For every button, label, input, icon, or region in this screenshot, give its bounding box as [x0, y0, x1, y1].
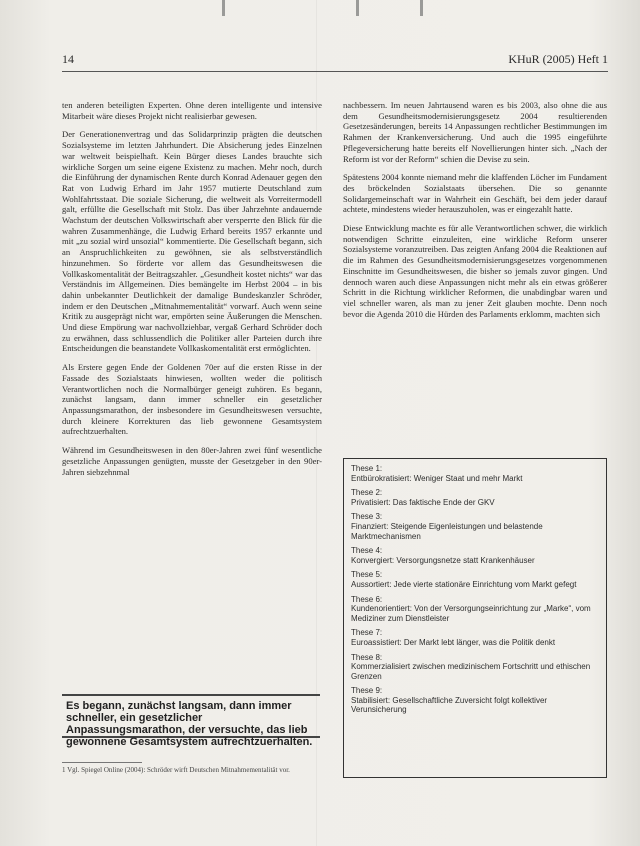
left-column [62, 100, 322, 485]
thesis-text: Konvergiert: Versorgungsnetze statt Krankenhäuser [351, 555, 535, 565]
thesis-text: Privatisiert: Das faktische Ende der GKV [351, 497, 495, 507]
journal-reference: KHuR (2005) Heft 1 [508, 52, 608, 66]
thesis-item [351, 653, 599, 682]
thesis-label: These 5: [351, 570, 383, 580]
theses-box [343, 458, 607, 778]
right-column [343, 100, 607, 327]
thesis-text: Entbürokratisiert: Weniger Staat und mehr Markt [351, 473, 523, 483]
paragraph: Der Generationenvertrag und das Solidarprinzip prägten die deutschen Sozialsysteme im letzten Jahrhundert. Die Absicherung jedes Einzelnen war weltweit beispielhaft. Kein Bürger dieses Landes brauchte sich wirkliche Sorgen um seine eigene Existenz zu machen. Mehr noch, durch die Einführung der dynamischen Rente durch Konrad Adenauer gegen den Rat von Ludwig Erhard im Jahr 1957 mutierte Deutschland zum Wohlfahrtsstaat. Die soziale Sicherung, die weltweit als Vorreitermodell galt, erfüllte die Gesellschaft mit Stolz. Das über Jahrzehnte andauernde Wachstum der deutschen Volkswirtschaft aber versperrte den Blick für die wahren Zusammenhänge, die Ludwig Erhard bereits 1957 erkannte und mit „zu sozial wird unsozial“ kommentierte. Die Gesellschaft begann, sich an Anspruchlichkeiten zu gewöhnen, sie als selbstverständlich hinzunehmen. So förderte vor allem das Gesundheitswesen die Vollkaskomentalität der Beitragszahler. „Gesundheit kostet nichts“ war das Verständnis im Allgemeinen. Dies bemängelte im Herbst 2004 – in bis dahin unbekannter Deutlichkeit der damalige Bundeskanzler Schröder, indem er den Deutschen „Mitnahmementalität“ vorwarf. Auch wenn seine Kritik zu ausgeprägt nicht war, empörten seine Äußerungen die Menschen. Und diese Empörung war nachvollziehbar, vergaß Gerhard Schröder doch zu erwähnen, dass schlussendlich die Politiker aller Parteien durch ihre Entscheidungen die beanstandete Vollkaskomentalität erst ermöglichten. [62, 129, 322, 354]
paragraph: Als Erstere gegen Ende der Goldenen 70er auf die ersten Risse in der Fassade des Sozialstaats hinwiesen, wollten weder die politisch Verantwortlichen noch die Normalbürger geneigt zuhören. Es begann, zunächst langsam, dann immer schneller ein gesetzlicher Anpassungsmarathon, der insbesondere im Gesundheitswesen versuchte, durch kleinere Korrekturen das lieb gewonnene Gesamtsystem aufrechtzuerhalten. [62, 362, 322, 437]
thesis-text: Kommerzialisiert zwischen medizinischem Fortschritt und ethischen Grenzen [351, 662, 591, 681]
binder-mark [356, 0, 359, 16]
thesis-text: Euroassistiert: Der Markt lebt länger, was die Politik denkt [351, 637, 556, 647]
thesis-item [351, 628, 599, 647]
footnote: 1 Vgl. Spiegel Online (2004): Schröder wirft Deutschen Mitnahmementalität vor. [62, 766, 290, 774]
paragraph: Diese Entwicklung machte es für alle Verantwortlichen schwer, die wirklich notwendigen Schritte einzuleiten, eine wirkliche Reform unserer Sozialsysteme voranzutreiben. Das zeigten Anfang 2004 die Reaktionen auf die im Rahmen des Gesundheitsmodernisierungsgesetzes vorgenommenen Einschnitte im Gesundheitswesen, die bisher so jemals zuvor gingen. Und dennoch waren auch diese Anpassungen nicht mehr als ein etwas größerer Schritt in die Richtung wirklicher Reformen, die unabdingbar waren und viel schneller waren, als man zu jener Zeit glauben mochte. Denn noch bevor die Agenda 2010 die Hürden des Parlaments erklomm, machten sich [343, 223, 607, 319]
thesis-label: These 8: [351, 652, 383, 662]
thesis-label: These 6: [351, 594, 383, 604]
thesis-item [351, 595, 599, 624]
page-number: 14 [62, 52, 74, 66]
thesis-text: Kundenorientiert: Von der Versorgungseinrichtung zur „Marke“, vom Mediziner zum Dienstleister [351, 604, 591, 623]
thesis-item [351, 464, 599, 483]
page-header [62, 52, 608, 70]
thesis-text: Stabilisiert: Gesellschaftliche Zuversicht folgt kollektiver Verunsicherung [351, 695, 548, 715]
binder-mark [222, 0, 225, 16]
thesis-item [351, 570, 599, 589]
thesis-item [351, 488, 599, 507]
thesis-label: These 1: [351, 464, 383, 473]
binder-mark [420, 0, 423, 16]
footnote-rule [62, 762, 142, 763]
thesis-text: Aussortiert: Jede vierte stationäre Einrichtung vom Markt gefegt [351, 579, 577, 589]
thesis-text: Finanziert: Steigende Eigenleistungen und belastende Marktmechanismen [351, 521, 543, 541]
paragraph: nachbessern. Im neuen Jahrtausend waren es bis 2003, also ohne die aus dem Gesundheitsmodernisierungsgesetz 2004 resultierenden Gesetzesänderungen, bereits 14 Anpassungen rechtlicher Bestimmungen im Rahmen der Krankenversicherung. Und auch die 1995 eingeführte Pflegeversicherung hatte bereits elf Novellierungen hinter sich. „Nach der Reform ist vor der Reform“ schien die Devise zu sein. [343, 100, 607, 164]
thesis-item [351, 512, 599, 541]
thesis-label: These 4: [351, 546, 383, 556]
thesis-label: These 9: [351, 686, 383, 696]
paragraph: ten anderen beteiligten Experten. Ohne deren intelligente und intensive Mitarbeit wäre dieses Projekt nicht realisierbar gewesen. [62, 100, 322, 121]
paragraph: Während im Gesundheitswesen in den 80er-Jahren zwei fünf wesentliche gesetzliche Anpassungen genügten, musste der Gesetzgeber in den 90er-Jahren siebzehnmal [62, 445, 322, 477]
thesis-label: These 3: [351, 512, 383, 522]
thesis-label: These 2: [351, 488, 383, 498]
paragraph: Spätestens 2004 konnte niemand mehr die klaffenden Löcher im Fundament des bröckelnden Sozialstaats übersehen. Die so genannte Solidargemeinschaft war in Wahrheit ein Geschäft, bei dem jeder darauf achtete, mindestens wieder herauszuholen, was er eingezahlt hatte. [343, 172, 607, 215]
thesis-item [351, 546, 599, 565]
header-rule [62, 71, 608, 72]
pull-quote: Es begann, zunächst langsam, dann immer schneller, ein gesetzlicher Anpassungsmarathon, der versuchte, das lieb gewonnene Gesamtsystem aufrechtzuerhalten. [62, 694, 320, 738]
thesis-item [351, 686, 599, 715]
thesis-label: These 7: [351, 628, 383, 638]
